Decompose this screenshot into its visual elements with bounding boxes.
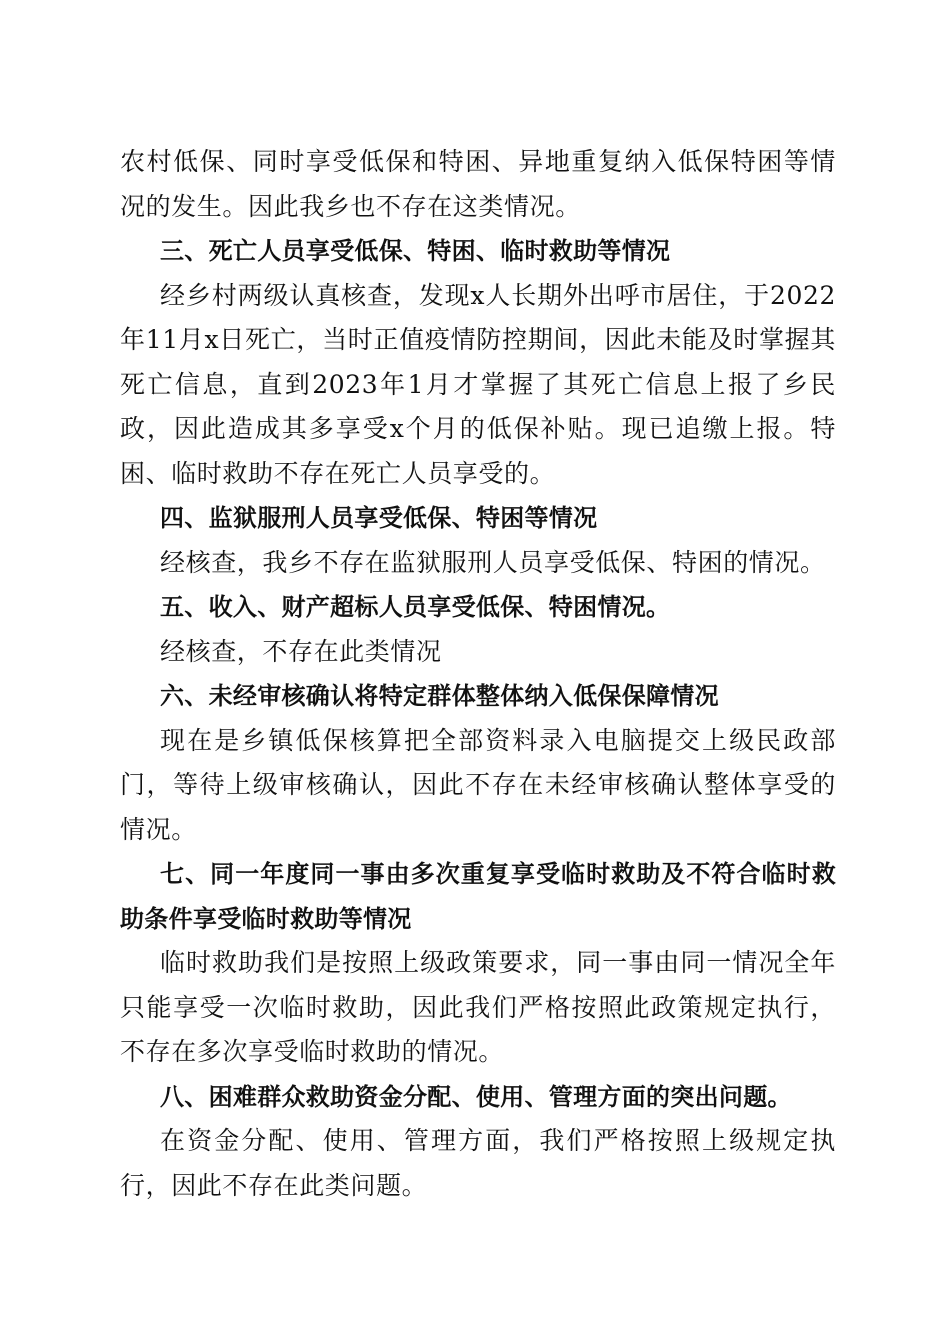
section-heading-6: 六、未经审核确认将特定群体整体纳入低保保障情况: [160, 682, 719, 710]
paragraph-section-8: 在资金分配、使用、管理方面，我们严格按照上级规定执行，因此不存在此类问题。: [120, 1126, 836, 1200]
section-heading-7: 七、同一年度同一事由多次重复享受临时救助及不符合临时救助条件享受临时救助等情况: [120, 860, 836, 933]
paragraph-continuation: 农村低保、同时享受低保和特困、异地重复纳入低保特困等情况的发生。因此我乡也不存在这类情况。: [120, 147, 836, 221]
section-heading-4: 四、监狱服刑人员享受低保、特困等情况: [160, 504, 598, 532]
document-body: [120, 140, 836, 1208]
paragraph-section-7: 临时救助我们是按照上级政策要求，同一事由同一情况全年只能享受一次临时救助，因此我们严格按照此政策规定执行，不存在多次享受临时救助的情况。: [120, 948, 836, 1066]
section-heading-8: 八、困难群众救助资金分配、使用、管理方面的突出问题。: [160, 1082, 792, 1111]
section-heading-3: 三、死亡人员享受低保、特困、临时救助等情况: [160, 237, 671, 265]
section-heading-5: 五、收入、财产超标人员享受低保、特困情况。: [160, 593, 671, 621]
paragraph-section-4: 经核查，我乡不存在监狱服刑人员享受低保、特困的情况。: [160, 547, 826, 577]
paragraph-section-3: 经乡村两级认真核查，发现x人长期外出呼市居住，于2022年11月x日死亡，当时正值疫情防控期间，因此未能及时掌握其死亡信息，直到2023年1月才掌握了其死亡信息上报了乡民政，因此造成其多享受x个月的低保补贴。现已追缴上报。特困、临时救助不存在死亡人员享受的。: [120, 280, 836, 488]
paragraph-section-5: 经核查，不存在此类情况: [160, 636, 442, 666]
paragraph-section-6: 现在是乡镇低保核算把全部资料录入电脑提交上级民政部门，等待上级审核确认，因此不存在未经审核确认整体享受的情况。: [120, 725, 836, 844]
